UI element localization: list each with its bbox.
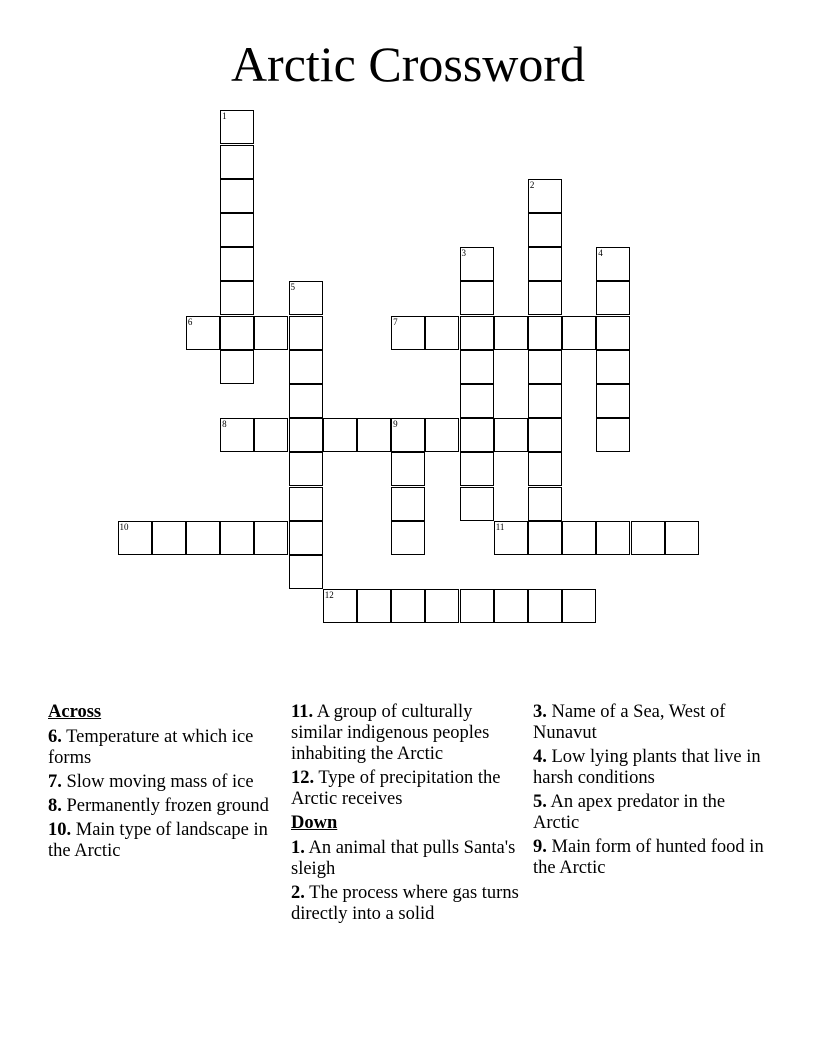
clue-number-label: 7 bbox=[393, 316, 398, 327]
crossword-cell[interactable] bbox=[289, 350, 323, 384]
crossword-cell[interactable] bbox=[254, 521, 288, 555]
clue-column-3 bbox=[533, 702, 769, 882]
crossword-cell[interactable] bbox=[391, 589, 425, 623]
crossword-cell[interactable] bbox=[391, 316, 425, 350]
clue-text: Slow moving mass of ice bbox=[61, 772, 254, 792]
clue-text: Name of a Sea, West of Nunavut bbox=[533, 702, 726, 743]
clue-number: 10. bbox=[48, 820, 72, 840]
crossword-cell[interactable] bbox=[254, 316, 288, 350]
clue-item bbox=[291, 702, 527, 765]
crossword-cell[interactable] bbox=[391, 521, 425, 555]
crossword-cell[interactable] bbox=[460, 487, 494, 521]
crossword-cell[interactable] bbox=[289, 418, 323, 452]
crossword-cell[interactable] bbox=[596, 247, 630, 281]
clue-number-label: 1 bbox=[222, 111, 227, 122]
clue-number-label: 3 bbox=[461, 248, 466, 259]
crossword-cell[interactable] bbox=[596, 521, 630, 555]
clue-heading-down: Down bbox=[291, 813, 338, 833]
crossword-cell[interactable] bbox=[494, 521, 528, 555]
crossword-cell[interactable] bbox=[596, 316, 630, 350]
clue-number-label: 10 bbox=[119, 521, 129, 532]
crossword-cell[interactable] bbox=[460, 589, 494, 623]
crossword-cell[interactable] bbox=[528, 521, 562, 555]
clue-number-label: 9 bbox=[393, 419, 398, 430]
crossword-cell[interactable] bbox=[357, 589, 391, 623]
crossword-cell[interactable] bbox=[425, 316, 459, 350]
clue-text: The process where gas turns directly into a solid bbox=[291, 883, 519, 924]
crossword-cell[interactable] bbox=[460, 350, 494, 384]
crossword-cell[interactable] bbox=[289, 555, 323, 589]
crossword-cell[interactable] bbox=[186, 521, 220, 555]
crossword-cell[interactable] bbox=[220, 418, 254, 452]
clue-number: 11. bbox=[291, 702, 314, 722]
crossword-cell[interactable] bbox=[357, 418, 391, 452]
clue-number: 1. bbox=[291, 838, 305, 858]
crossword-cell[interactable] bbox=[460, 452, 494, 486]
clue-item bbox=[291, 883, 527, 925]
clue-text: An animal that pulls Santa's sleigh bbox=[291, 838, 516, 879]
clue-item bbox=[291, 838, 527, 880]
crossword-cell[interactable] bbox=[528, 316, 562, 350]
clue-number: 9. bbox=[533, 837, 547, 857]
clue-number: 12. bbox=[291, 768, 315, 788]
clue-text: An apex predator in the Arctic bbox=[533, 792, 726, 833]
clue-heading-across: Across bbox=[48, 702, 102, 722]
clue-text: Temperature at which ice forms bbox=[48, 727, 254, 768]
crossword-cell[interactable] bbox=[528, 418, 562, 452]
clue-number: 2. bbox=[291, 883, 305, 903]
crossword-cell[interactable] bbox=[494, 316, 528, 350]
clue-item bbox=[48, 796, 284, 817]
crossword-cell[interactable] bbox=[220, 281, 254, 315]
crossword-cell[interactable] bbox=[220, 213, 254, 247]
crossword-cell[interactable] bbox=[391, 418, 425, 452]
clue-number-label: 11 bbox=[495, 521, 505, 532]
crossword-cell[interactable] bbox=[562, 521, 596, 555]
clue-number-label: 6 bbox=[187, 316, 193, 327]
clue-item bbox=[48, 820, 284, 862]
clue-number-label: 2 bbox=[529, 179, 535, 190]
clue-text: Main type of landscape in the Arctic bbox=[48, 820, 268, 861]
crossword-cell[interactable] bbox=[186, 316, 220, 350]
clue-number-label: 12 bbox=[324, 590, 334, 601]
crossword-cell[interactable] bbox=[220, 521, 254, 555]
crossword-cell[interactable] bbox=[220, 110, 254, 144]
crossword-cell[interactable] bbox=[220, 145, 254, 179]
crossword-cell[interactable] bbox=[289, 384, 323, 418]
crossword-cell[interactable] bbox=[391, 452, 425, 486]
clue-text: Permanently frozen ground bbox=[61, 796, 269, 816]
clue-item bbox=[48, 772, 284, 793]
crossword-cell[interactable] bbox=[220, 247, 254, 281]
crossword-cell[interactable] bbox=[562, 589, 596, 623]
clue-number-label: 4 bbox=[598, 248, 603, 259]
crossword-cell[interactable] bbox=[289, 521, 323, 555]
clue-column-1 bbox=[48, 702, 284, 865]
clue-number: 5. bbox=[533, 792, 547, 812]
crossword-cell[interactable] bbox=[460, 418, 494, 452]
clue-item bbox=[291, 768, 527, 810]
crossword-cell[interactable] bbox=[323, 418, 357, 452]
clue-item bbox=[533, 747, 769, 789]
crossword-cell[interactable] bbox=[289, 316, 323, 350]
clue-text: Low lying plants that live in harsh conditions bbox=[533, 747, 761, 788]
crossword-cell[interactable] bbox=[528, 384, 562, 418]
crossword-cell[interactable] bbox=[460, 281, 494, 315]
crossword-cell[interactable] bbox=[425, 418, 459, 452]
clue-number-label: 5 bbox=[290, 282, 295, 293]
clue-item bbox=[48, 727, 284, 769]
crossword-cell[interactable] bbox=[494, 418, 528, 452]
crossword-cell[interactable] bbox=[528, 350, 562, 384]
crossword-cell[interactable] bbox=[596, 384, 630, 418]
crossword-cell[interactable] bbox=[562, 316, 596, 350]
crossword-cell[interactable] bbox=[254, 418, 288, 452]
clue-number: 8. bbox=[48, 796, 62, 816]
crossword-cell[interactable] bbox=[460, 384, 494, 418]
clue-number: 7. bbox=[48, 772, 62, 792]
clue-item bbox=[533, 702, 769, 744]
clue-number: 6. bbox=[48, 727, 62, 747]
clue-item bbox=[533, 837, 769, 879]
clue-number-label: 8 bbox=[222, 419, 227, 430]
clue-column-2 bbox=[291, 702, 527, 928]
crossword-cell[interactable] bbox=[528, 281, 562, 315]
crossword-cell[interactable] bbox=[220, 179, 254, 213]
crossword-cell[interactable] bbox=[596, 350, 630, 384]
clue-number: 4. bbox=[533, 747, 547, 767]
crossword-cell[interactable] bbox=[596, 281, 630, 315]
clue-text: Type of precipitation the Arctic receives bbox=[291, 768, 501, 809]
crossword-cell[interactable] bbox=[528, 247, 562, 281]
crossword-cell[interactable] bbox=[596, 418, 630, 452]
clue-number: 3. bbox=[533, 702, 547, 722]
crossword-cell[interactable] bbox=[631, 521, 665, 555]
crossword-cell[interactable] bbox=[289, 452, 323, 486]
crossword-cell[interactable] bbox=[494, 589, 528, 623]
crossword-cell[interactable] bbox=[391, 487, 425, 521]
crossword-cell[interactable] bbox=[528, 179, 562, 213]
crossword-cell[interactable] bbox=[118, 521, 152, 555]
crossword-cell[interactable] bbox=[528, 487, 562, 521]
crossword-cell[interactable] bbox=[460, 316, 494, 350]
crossword-cell[interactable] bbox=[152, 521, 186, 555]
crossword-cell[interactable] bbox=[323, 589, 357, 623]
crossword-cell[interactable] bbox=[425, 589, 459, 623]
crossword-cell[interactable] bbox=[289, 487, 323, 521]
page-title: Arctic Crossword bbox=[230, 36, 586, 92]
crossword-cell[interactable] bbox=[220, 316, 254, 350]
crossword-cell[interactable] bbox=[528, 452, 562, 486]
crossword-cell[interactable] bbox=[528, 213, 562, 247]
clue-text: Main form of hunted food in the Arctic bbox=[533, 837, 764, 878]
crossword-cell[interactable] bbox=[665, 521, 699, 555]
crossword-cell[interactable] bbox=[528, 589, 562, 623]
clue-item bbox=[533, 792, 769, 834]
crossword-cell[interactable] bbox=[289, 281, 323, 315]
crossword-cell[interactable] bbox=[460, 247, 494, 281]
crossword-cell[interactable] bbox=[220, 350, 254, 384]
clue-text: A group of culturally similar indigenous peoples inhabiting the Arctic bbox=[291, 702, 490, 764]
